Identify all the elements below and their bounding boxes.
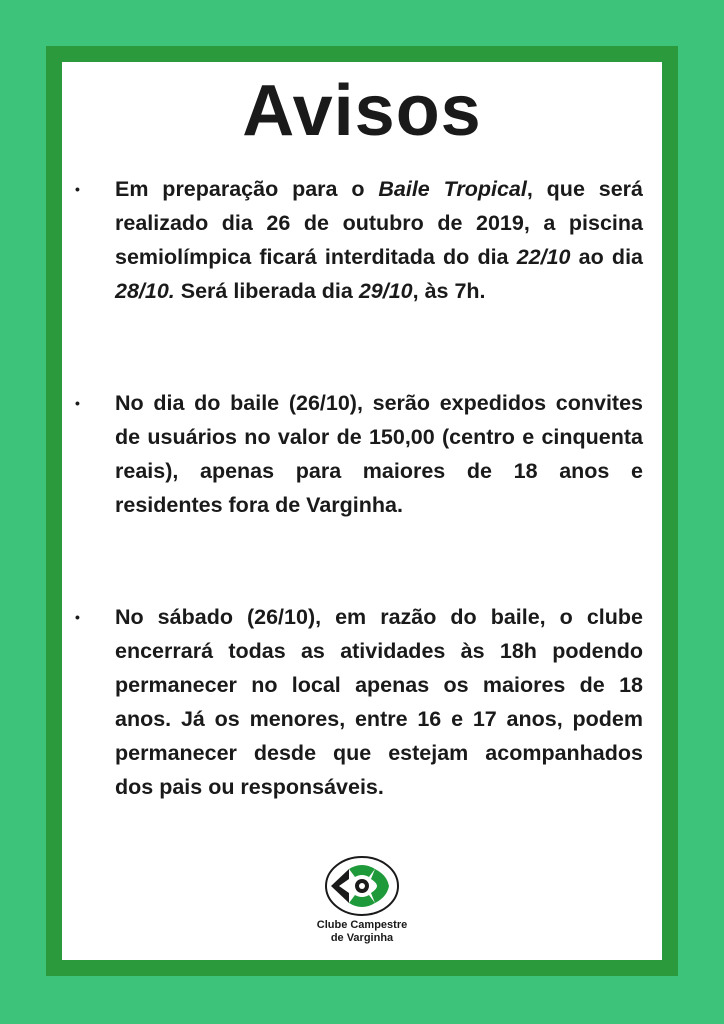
club-emblem-icon (323, 855, 401, 917)
bullet-icon: • (75, 395, 80, 411)
bullet-icon: • (75, 609, 80, 625)
club-name: Clube Campestre de Varginha (316, 919, 408, 944)
bullet-icon: • (75, 181, 80, 197)
page-title: Avisos (242, 71, 482, 151)
notice-item-3: • No sábado (26/10), em razão do baile, o clube encerrará todas as atividades às 18h podendo permanecer no local apenas os maiores de 18 anos. Já os menores, entre 16 e 17 anos, podem permanecer desde que estejam acompanhados dos pais ou responsáveis. (115, 600, 643, 804)
notice-item-2: • No dia do baile (26/10), serão expedidos convites de usuários no valor de 150,00 (centro e cinquenta reais), apenas para maiores de 18 anos e residentes fora de Varginha. (115, 386, 643, 522)
club-logo (300, 855, 424, 945)
notice-item-1: • Em preparação para o Baile Tropical, que será realizado dia 26 de outubro de 2019, a piscina semiolímpica ficará interditada do dia 22/10 ao dia 28/10. Será liberada dia 29/10, às 7h. (115, 172, 643, 308)
